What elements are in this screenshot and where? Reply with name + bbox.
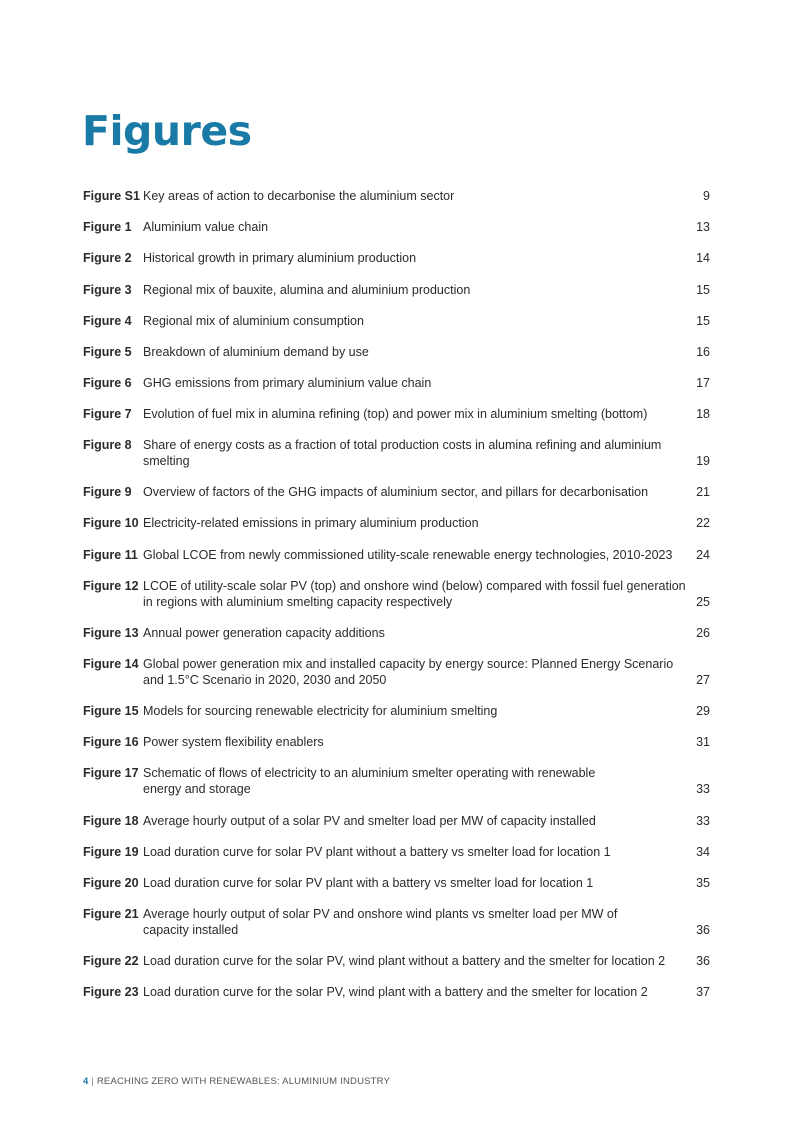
figure-page-number: 17 bbox=[696, 376, 710, 390]
figure-entry[interactable] bbox=[83, 313, 710, 329]
figure-label: Figure 18 bbox=[83, 814, 139, 828]
figure-caption: Share of energy costs as a fraction of total production costs in alumina refining and aluminium smelting bbox=[143, 438, 662, 468]
figure-entry[interactable] bbox=[83, 375, 710, 391]
figure-caption: Average hourly output of a solar PV and smelter load per MW of capacity installed bbox=[143, 814, 596, 828]
figure-entry[interactable] bbox=[83, 906, 710, 938]
figure-caption: Models for sourcing renewable electricity for aluminium smelting bbox=[143, 704, 498, 718]
figure-caption: Regional mix of aluminium consumption bbox=[143, 314, 364, 328]
figure-page-number: 36 bbox=[696, 923, 710, 937]
figure-entry[interactable] bbox=[83, 344, 710, 360]
figure-page-number: 35 bbox=[696, 876, 710, 890]
figure-page-number: 25 bbox=[696, 595, 710, 609]
figure-entry[interactable] bbox=[83, 188, 710, 204]
figure-label: Figure 4 bbox=[83, 314, 132, 328]
figure-caption: LCOE of utility-scale solar PV (top) and onshore wind (below) compared with fossil fuel generation in regions with aluminium smelting capacity respectively bbox=[143, 579, 686, 609]
figure-caption: Load duration curve for solar PV plant without a battery vs smelter load for location 1 bbox=[143, 845, 611, 859]
figure-caption: Evolution of fuel mix in alumina refining (top) and power mix in aluminium smelting (bottom) bbox=[143, 407, 648, 421]
figure-label: Figure 22 bbox=[83, 954, 139, 968]
footer-title: REACHING ZERO WITH RENEWABLES: ALUMINIUM INDUSTRY bbox=[96, 1076, 391, 1087]
figure-entry[interactable] bbox=[83, 703, 710, 719]
figure-label: Figure 21 bbox=[83, 907, 139, 921]
figure-entry[interactable] bbox=[83, 515, 710, 531]
footer-separator: | bbox=[91, 1076, 94, 1087]
figure-entry[interactable] bbox=[83, 250, 710, 266]
footer-page-number: 4 bbox=[83, 1076, 89, 1087]
page-title: Figures bbox=[82, 107, 252, 155]
figure-entry[interactable] bbox=[83, 547, 710, 563]
figure-caption: Historical growth in primary aluminium production bbox=[143, 251, 417, 265]
figure-label: Figure 14 bbox=[83, 657, 139, 671]
figure-page-number: 26 bbox=[696, 626, 710, 640]
figure-label: Figure 1 bbox=[83, 220, 132, 234]
figure-label: Figure 2 bbox=[83, 251, 132, 265]
figure-entry[interactable] bbox=[83, 734, 710, 750]
figure-caption: Load duration curve for solar PV plant with a battery vs smelter load for location 1 bbox=[143, 876, 594, 890]
figure-label: Figure 3 bbox=[83, 283, 132, 297]
figure-caption: Electricity-related emissions in primary aluminium production bbox=[143, 516, 479, 530]
figure-label: Figure 16 bbox=[83, 735, 139, 749]
figure-label: Figure S1 bbox=[83, 189, 140, 203]
figure-label: Figure 10 bbox=[83, 516, 139, 530]
figure-caption: Average hourly output of solar PV and onshore wind plants vs smelter load per MW of capacity installed bbox=[143, 907, 618, 937]
figure-page-number: 13 bbox=[696, 220, 710, 234]
figure-entry[interactable] bbox=[83, 282, 710, 298]
figure-page-number: 37 bbox=[696, 985, 710, 999]
figure-caption: Load duration curve for the solar PV, wind plant without a battery and the smelter for location 2 bbox=[143, 954, 666, 968]
figure-label: Figure 7 bbox=[83, 407, 132, 421]
figure-caption: Annual power generation capacity additions bbox=[143, 626, 385, 640]
figure-entry[interactable] bbox=[83, 875, 710, 891]
figure-page-number: 21 bbox=[696, 485, 710, 499]
figure-entry[interactable] bbox=[83, 625, 710, 641]
figure-page-number: 15 bbox=[696, 283, 710, 297]
figure-entry[interactable] bbox=[83, 219, 710, 235]
figure-page-number: 24 bbox=[696, 548, 710, 562]
figure-caption: GHG emissions from primary aluminium value chain bbox=[143, 376, 432, 390]
figure-page-number: 29 bbox=[696, 704, 710, 718]
figure-page-number: 22 bbox=[696, 516, 710, 530]
figure-page-number: 9 bbox=[703, 189, 710, 203]
figure-entry[interactable] bbox=[83, 984, 710, 1000]
figure-page-number: 34 bbox=[696, 845, 710, 859]
figure-caption: Key areas of action to decarbonise the aluminium sector bbox=[143, 189, 455, 203]
figure-caption: Global power generation mix and installed capacity by energy source: Planned Energy Scenario and 1.5°C Scenario in 2020, 2030 and 2050 bbox=[143, 657, 674, 687]
figure-page-number: 27 bbox=[696, 673, 710, 687]
figure-caption: Overview of factors of the GHG impacts of aluminium sector, and pillars for decarbonisation bbox=[143, 485, 649, 499]
figure-label: Figure 19 bbox=[83, 845, 139, 859]
figure-label: Figure 23 bbox=[83, 985, 139, 999]
figure-label: Figure 11 bbox=[83, 548, 138, 562]
figure-page-number: 18 bbox=[696, 407, 710, 421]
figure-entry[interactable] bbox=[83, 578, 710, 610]
figure-entry[interactable] bbox=[83, 406, 710, 422]
figure-caption: Load duration curve for the solar PV, wind plant with a battery and the smelter for location 2 bbox=[143, 985, 648, 999]
figure-entry[interactable] bbox=[83, 656, 710, 688]
figure-page-number: 36 bbox=[696, 954, 710, 968]
figure-label: Figure 13 bbox=[83, 626, 139, 640]
figure-caption: Power system flexibility enablers bbox=[143, 735, 324, 749]
figure-label: Figure 8 bbox=[83, 438, 132, 452]
figure-label: Figure 20 bbox=[83, 876, 139, 890]
figure-entry[interactable] bbox=[83, 844, 710, 860]
figure-label: Figure 9 bbox=[83, 485, 132, 499]
figure-label: Figure 12 bbox=[83, 579, 139, 593]
figure-page-number: 31 bbox=[696, 735, 710, 749]
figure-label: Figure 17 bbox=[83, 766, 139, 780]
figure-entry[interactable] bbox=[83, 765, 710, 797]
figure-caption: Global LCOE from newly commissioned utility-scale renewable energy technologies, 2010-2023 bbox=[143, 548, 673, 562]
page-footer bbox=[83, 1076, 390, 1087]
figure-page-number: 33 bbox=[696, 814, 710, 828]
figure-page-number: 19 bbox=[696, 454, 710, 468]
figure-label: Figure 15 bbox=[83, 704, 139, 718]
figure-page-number: 14 bbox=[696, 251, 710, 265]
figure-entry[interactable] bbox=[83, 953, 710, 969]
figure-label: Figure 6 bbox=[83, 376, 132, 390]
figure-entry[interactable] bbox=[83, 813, 710, 829]
figure-caption: Schematic of flows of electricity to an aluminium smelter operating with renewable energy and storage bbox=[143, 766, 596, 796]
figure-entry[interactable] bbox=[83, 484, 710, 500]
figure-page-number: 15 bbox=[696, 314, 710, 328]
figure-page-number: 33 bbox=[696, 782, 710, 796]
figure-label: Figure 5 bbox=[83, 345, 132, 359]
figure-caption: Breakdown of aluminium demand by use bbox=[143, 345, 369, 359]
figure-caption: Aluminium value chain bbox=[143, 220, 269, 234]
figure-caption: Regional mix of bauxite, alumina and aluminium production bbox=[143, 283, 471, 297]
figure-page-number: 16 bbox=[696, 345, 710, 359]
figure-entry[interactable] bbox=[83, 437, 710, 469]
